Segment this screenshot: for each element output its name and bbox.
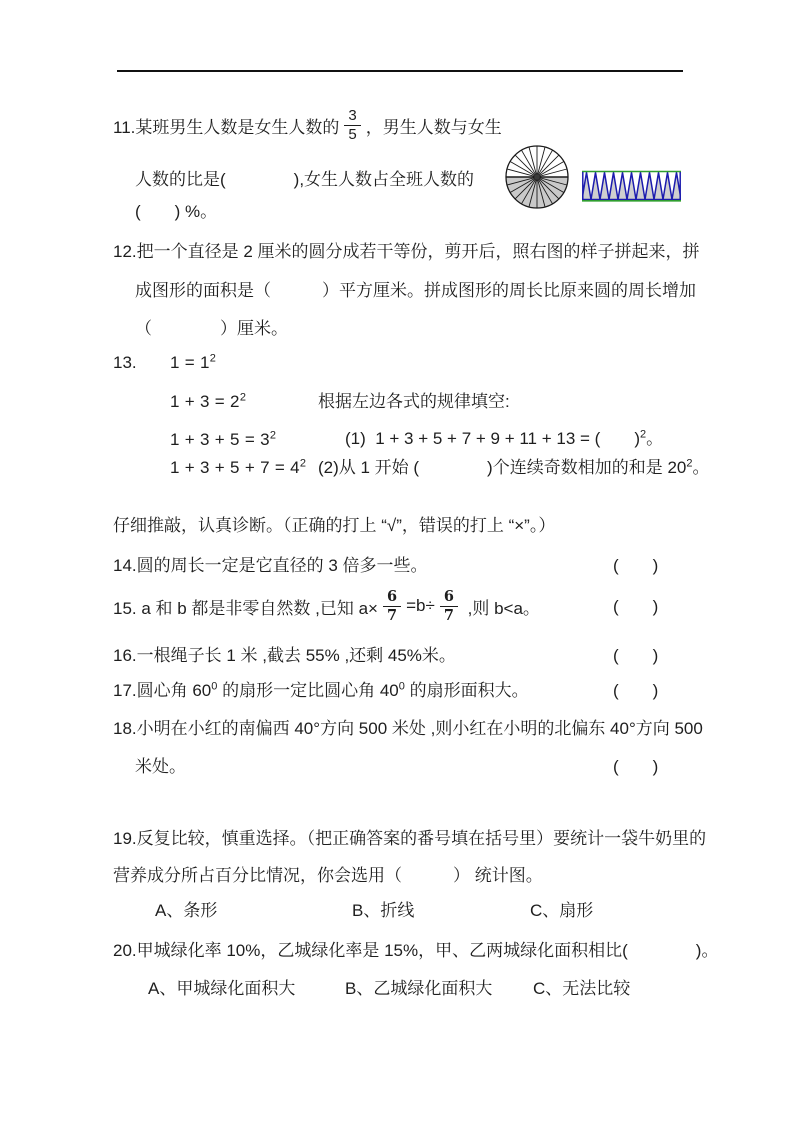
header-divider [117,70,683,72]
q11-fraction-3-5: $\frac{3}{5}$ [344,108,360,143]
q15-fraction-6-7-a: $\frac{6}{7}$ [383,589,401,622]
q19-option-b: B、折线 [352,901,415,920]
q19-option-c: C、扇形 [530,901,594,920]
q17-answer-bracket: ( ) [613,681,659,700]
q14-answer-bracket: ( ) [613,556,659,575]
q15-answer-bracket: ( ) [613,597,659,616]
q20-option-c: C、无法比较 [533,979,631,998]
q11-line1 [113,96,502,154]
q16-text: 16.一根绳子长 1 米 ,截去 55% ,还剩 45%米。 [113,646,456,665]
rearranged-rectangle-figure [582,170,681,203]
q14-text: 14.圆的周长一定是它直径的 3 倍多一些。 [113,556,428,575]
q12-line3: （ ）厘米。 [135,319,288,338]
q19-line1: 19.反复比较，慎重选择。（把正确答案的番号填在括号里）要统计一袋牛奶里的 [113,829,707,848]
q20-option-a: A、甲城绿化面积大 [148,979,296,998]
q13-number: 13. [113,353,137,372]
q12-line2: 成图形的面积是（ ）平方厘米。拼成图形的周长比原来圆的周长增加 [135,281,696,300]
q15-fraction-6-7-b: $\frac{6}{7}$ [440,589,458,622]
q13-eq3: $1 + 3 + 5 = 3^2$ [170,429,277,449]
true-false-section-title: 仔细推敲，认真诊断。（正确的打上 “√”，错误的打上 “×”。） [113,516,556,535]
q16-answer-bracket: ( ) [613,646,659,665]
q12-line1: 12.把一个直径是 2 厘米的圆分成若干等份，剪开后，照右图的样子拼起来，拼 [113,242,700,261]
q19-option-a: A、条形 [155,901,218,920]
q13-eq4: $1 + 3 + 5 + 7 = 4^2$ [170,457,307,477]
q20-option-b: B、乙城绿化面积大 [345,979,493,998]
q13-note: 根据左边各式的规律填空: [318,392,510,411]
q17-text: 17.圆心角 $60^0$ 的扇形一定比圆心角 $40^0$ 的扇形面积大。 [113,680,529,700]
q13-eq2: $1 + 3 = 2^2$ [170,391,247,411]
q18-answer-bracket: ( ) [613,757,659,776]
q19-line2: 营养成分所占百分比情况，你会选用（ ） 统计图。 [113,866,543,885]
q11-text-a: 11.某班男生人数是女生人数的 [113,117,340,137]
circle-sectors-figure [503,143,571,211]
q13-fill1: (1) 1 + 3 + 5 + 7 + 9 + 11 + 13 = ( )$^2$。 [345,428,664,448]
q15-text: 15. a 和 b 都是非零自然数 ,已知 a× $\frac{6}{7}$ =b÷ $\frac{6}{7}$ ,则 b<a。 [113,588,540,624]
q20-line1: 20.甲城绿化率 10%，乙城绿化率是 15%，甲、乙两城绿化面积相比( )。 [113,941,719,960]
q11-text-b: ，男生人数与女生 [365,117,502,137]
q13-fill2: (2)从 1 开始 ( )个连续奇数相加的和是 $20^2$。 [318,457,710,477]
q18-line2: 米处。 [135,757,186,776]
q18-line1: 18.小明在小红的南偏西 40°方向 500 米处 ,则小红在小明的北偏东 40°方向 500 [113,719,703,738]
q13-eq1: $1 = 1^2$ [170,352,217,372]
q11-line3: ( ) %。 [135,202,218,221]
q11-line2: 人数的比是( ),女生人数占全班人数的 [135,170,475,189]
